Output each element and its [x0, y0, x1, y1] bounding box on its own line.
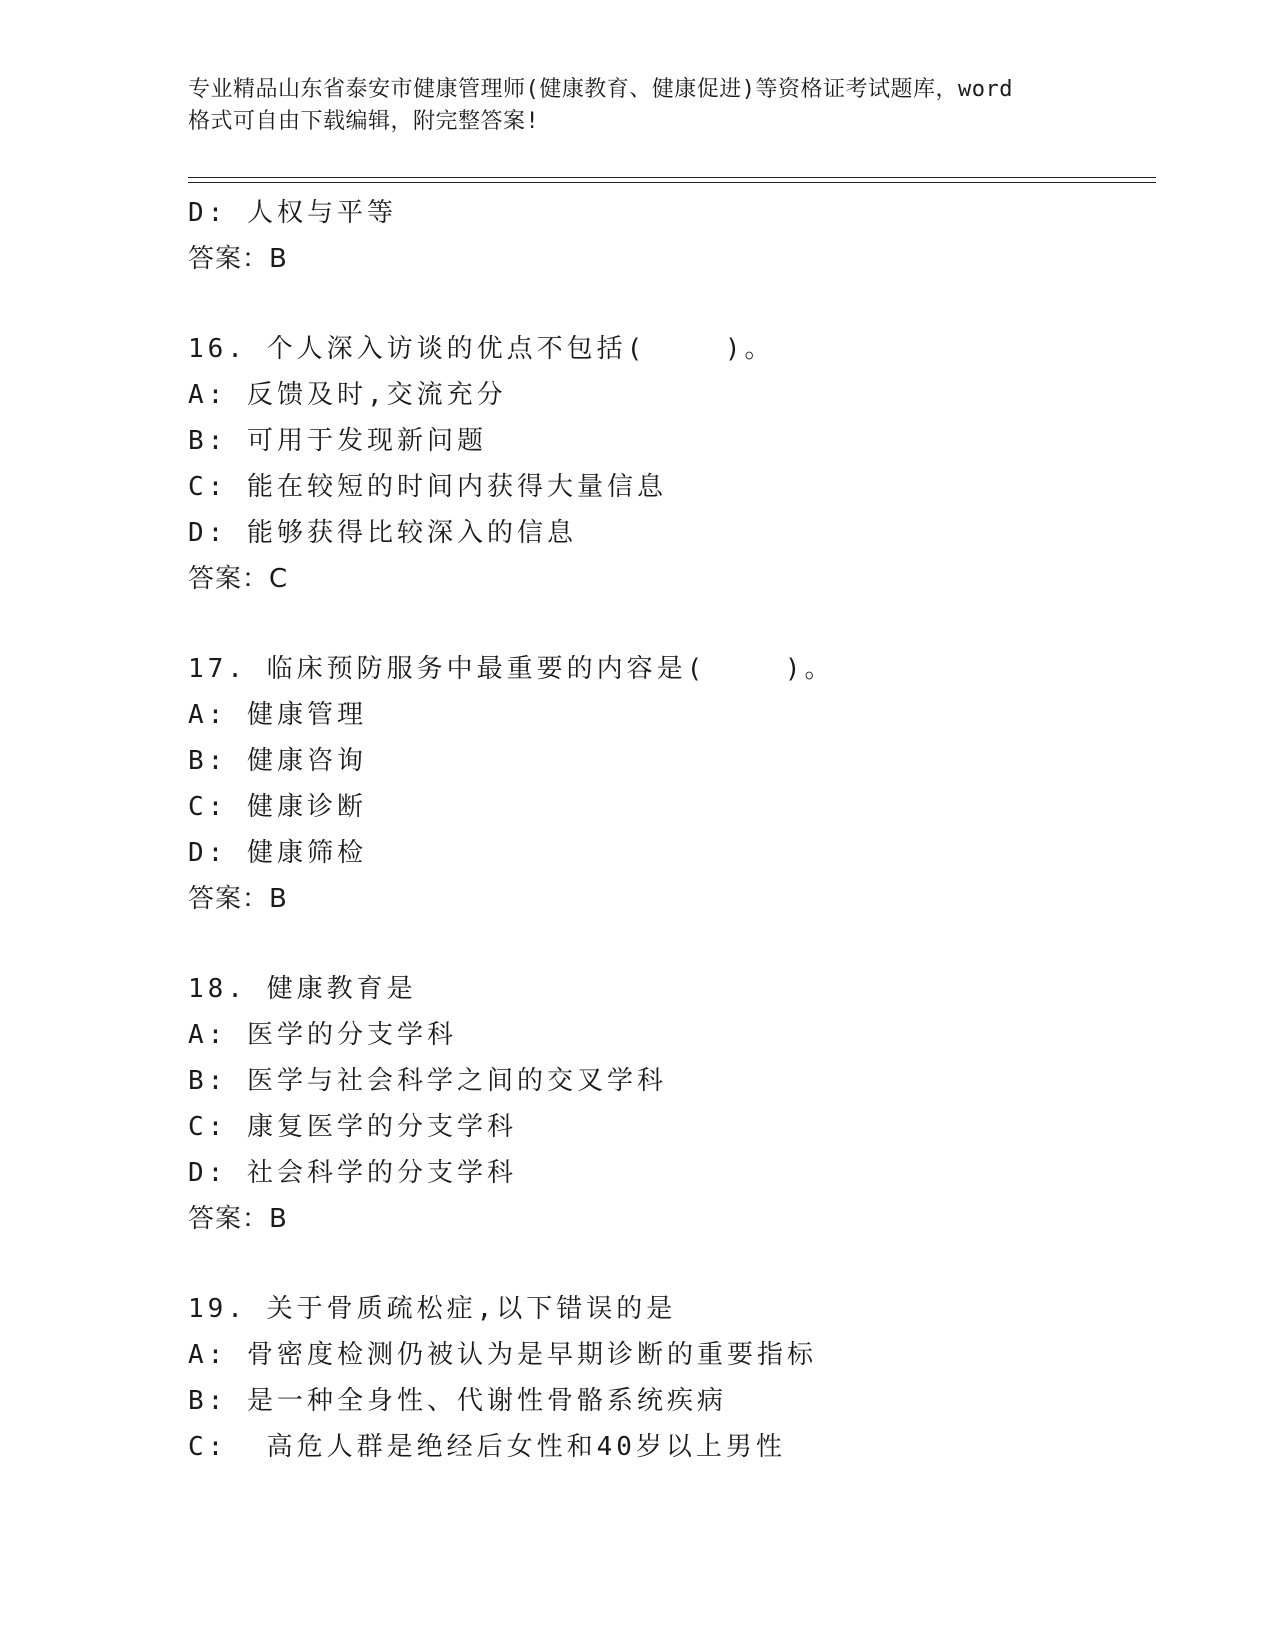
spacer — [188, 1242, 1148, 1286]
option-a: A: 医学的分支学科 — [188, 1020, 457, 1050]
document-header — [188, 74, 1088, 138]
option-a: A: 健康管理 — [188, 700, 367, 730]
header-divider-top — [188, 177, 1156, 178]
question-19 — [188, 1286, 1148, 1470]
answer-line: 答案：B — [188, 1204, 288, 1234]
spacer — [188, 282, 1148, 326]
question-stem: 16. 个人深入访谈的优点不包括( )。 — [188, 334, 775, 364]
option-c: C: 高危人群是绝经后女性和40岁以上男性 — [188, 1432, 786, 1462]
option-b: B: 是一种全身性、代谢性骨骼系统疾病 — [188, 1386, 727, 1416]
question-18 — [188, 966, 1148, 1242]
option-c: C: 康复医学的分支学科 — [188, 1112, 517, 1142]
answer-line: 答案：B — [188, 244, 288, 274]
question-stem: 18. 健康教育是 — [188, 974, 417, 1004]
spacer — [188, 602, 1148, 646]
header-divider-bottom — [188, 182, 1156, 183]
question-stem: 17. 临床预防服务中最重要的内容是( )。 — [188, 654, 835, 684]
option-d: D: 健康筛检 — [188, 838, 367, 868]
answer-line: 答案：B — [188, 884, 288, 914]
option-d: D: 社会科学的分支学科 — [188, 1158, 517, 1188]
option-c: C: 健康诊断 — [188, 792, 367, 822]
header-line-1: 专业精品山东省泰安市健康管理师(健康教育、健康促进)等资格证考试题库，word — [188, 77, 1013, 102]
question-17 — [188, 646, 1148, 922]
previous-question-tail — [188, 190, 1148, 282]
option-a: A: 骨密度检测仍被认为是早期诊断的重要指标 — [188, 1340, 817, 1370]
option-c: C: 能在较短的时间内获得大量信息 — [188, 472, 667, 502]
header-line-2: 格式可自由下载编辑，附完整答案! — [188, 109, 540, 134]
option-b: B: 健康咨询 — [188, 746, 367, 776]
question-16 — [188, 326, 1148, 602]
answer-line: 答案：C — [188, 564, 289, 594]
question-stem: 19. 关于骨质疏松症,以下错误的是 — [188, 1294, 677, 1324]
question-list — [188, 190, 1148, 1470]
option-d: D: 能够获得比较深入的信息 — [188, 518, 577, 548]
option-b: B: 可用于发现新问题 — [188, 426, 487, 456]
option-d: D: 人权与平等 — [188, 198, 397, 228]
spacer — [188, 922, 1148, 966]
option-a: A: 反馈及时,交流充分 — [188, 380, 507, 410]
option-b: B: 医学与社会科学之间的交叉学科 — [188, 1066, 667, 1096]
